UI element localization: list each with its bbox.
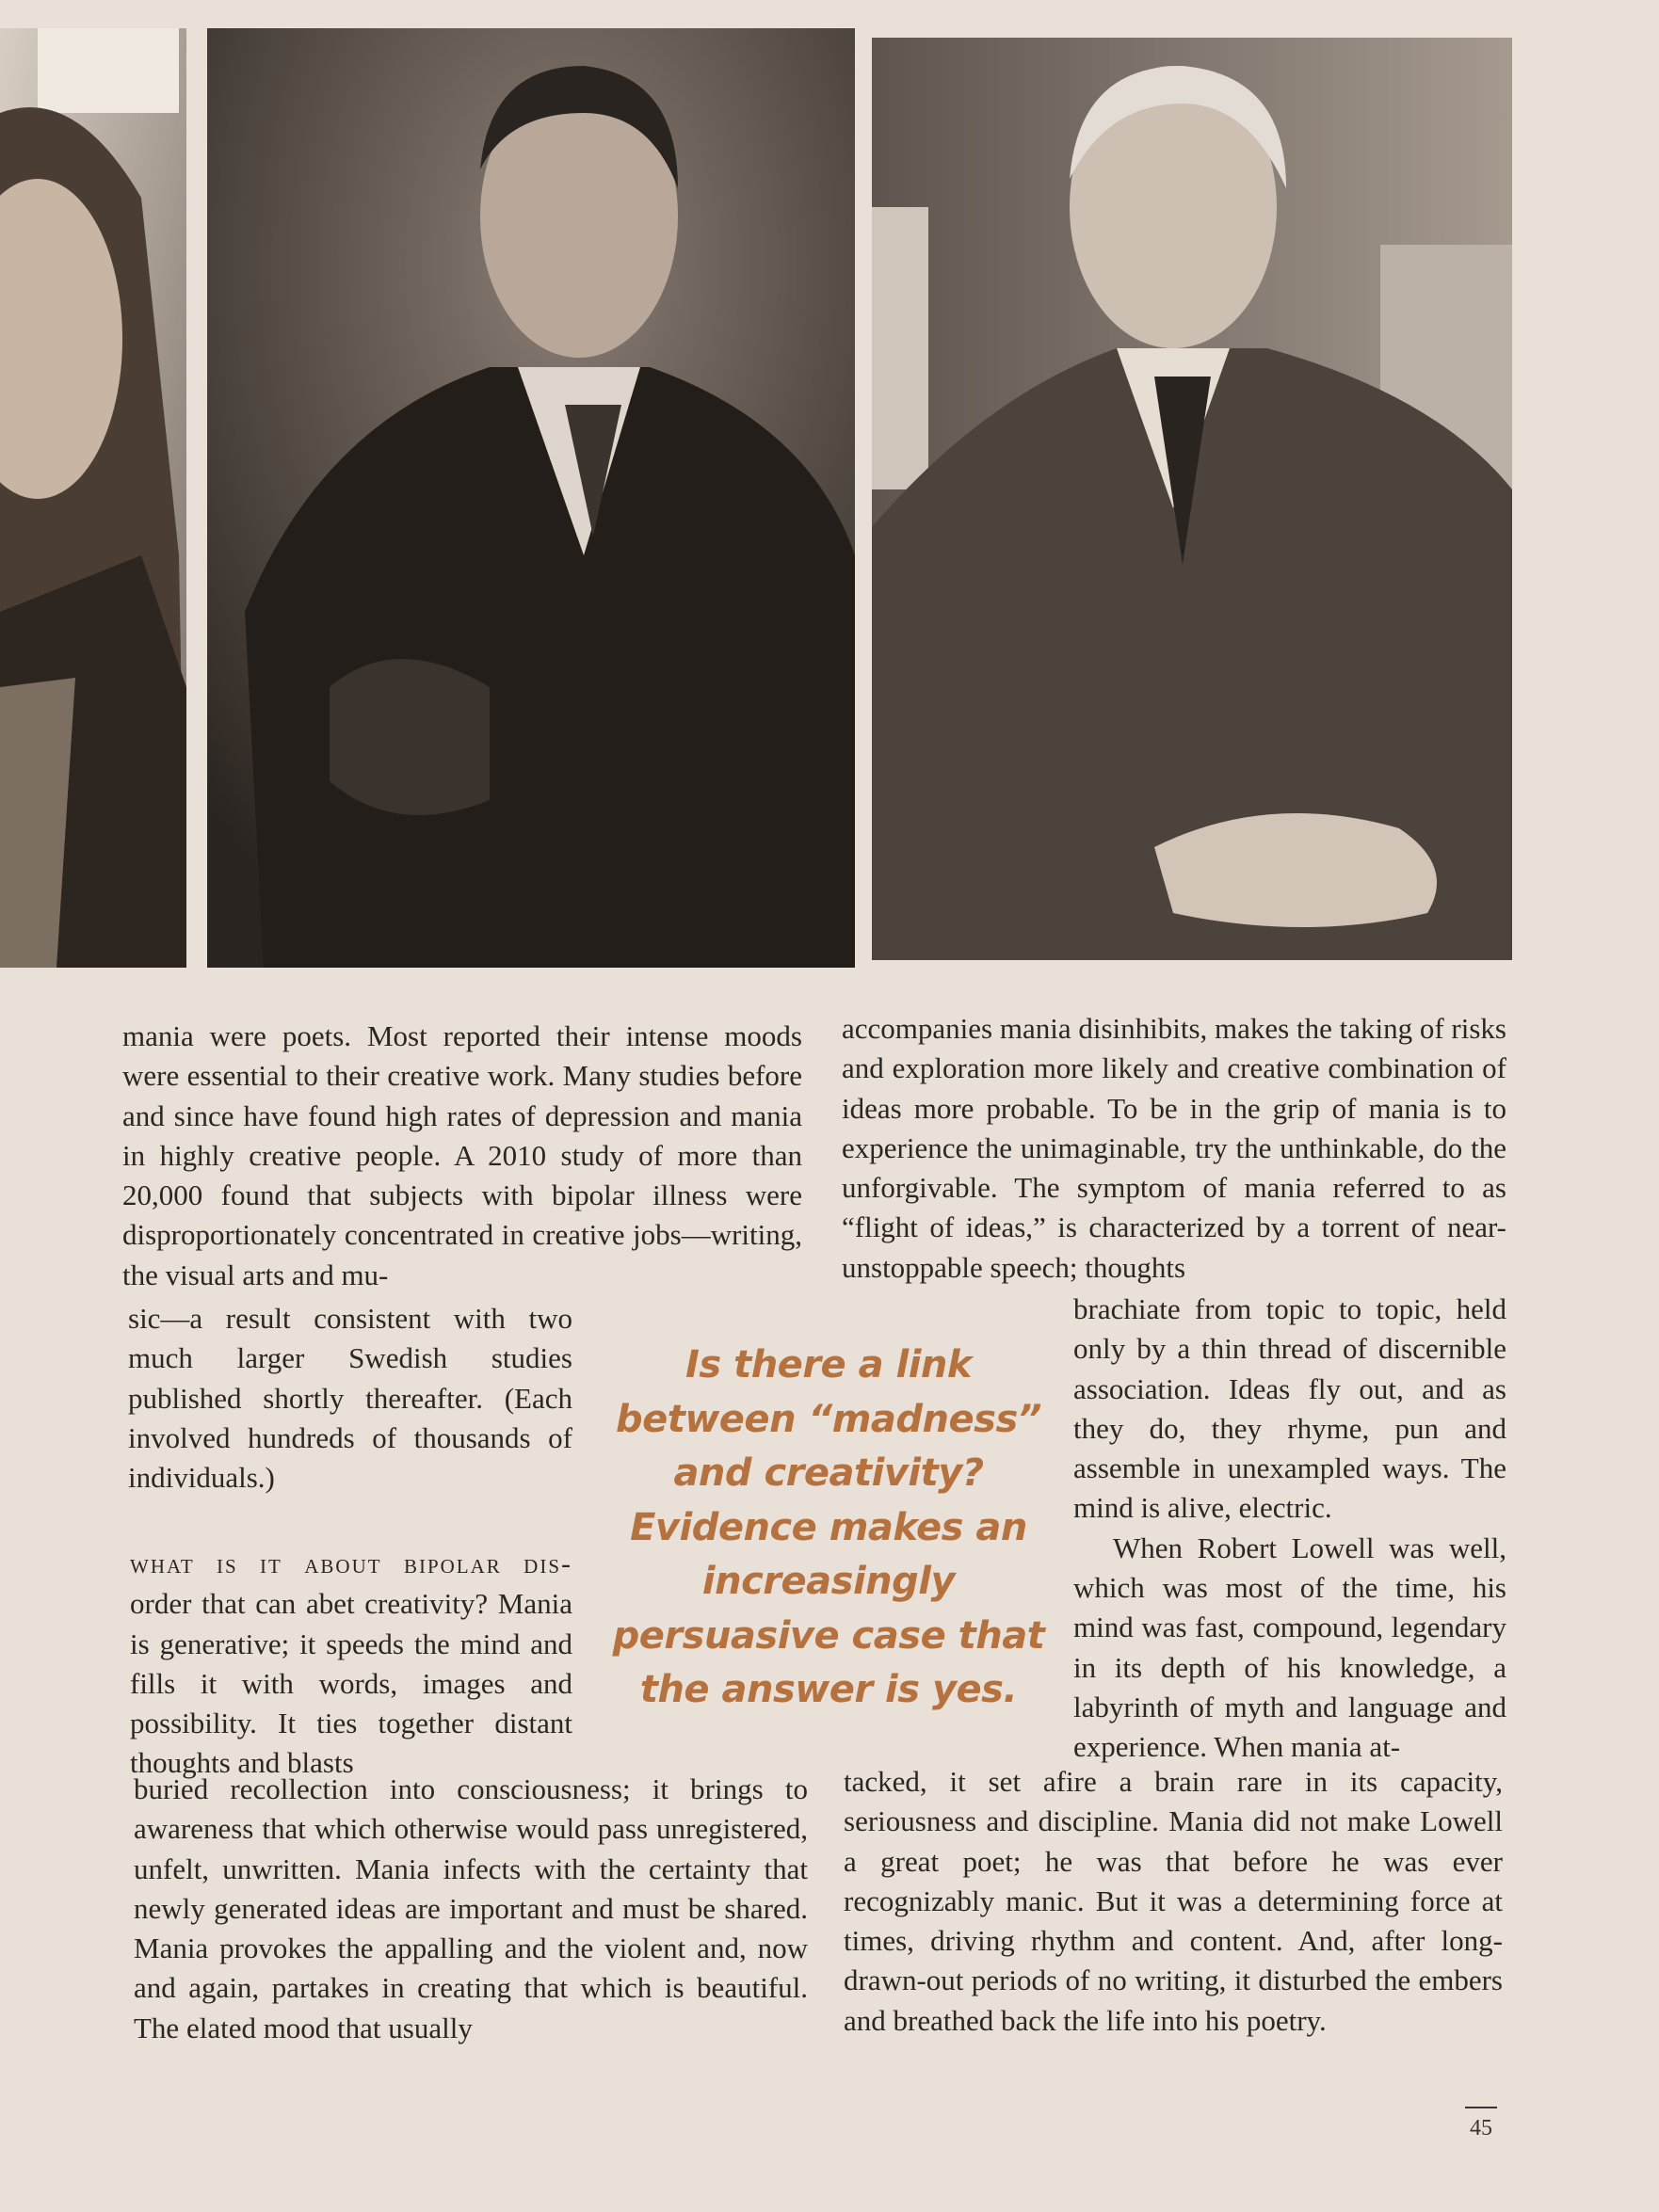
section-paragraph [130,1544,572,1784]
page-number: 45 [1465,2107,1497,2141]
column-2-bottom-paragraph [844,1762,1503,2041]
body-text: accompanies mania disinhibits, makes the taking of risks and exploration more likely and creative combination of ideas more probable. To be in the grip of mania is to experience the unimaginable, try the unthinkable, do the unforgivable. The symptom of mania referred to as “flight of ideas,” is characterized by a torrent of near-unstoppable speech; thoughts [842,1012,1506,1284]
body-text: brachiate from topic to topic, held only by a thin thread of discernible association. Ideas fly out, and as they do, they rhyme, pun and assemble in unexampled ways. The mind is alive, electric. [1073,1292,1506,1525]
body-text: tacked, it set afire a brain rare in its capacity, seriousness and discipline. Mania did not make Lowell a great poet; he was that before he was ever recognizably manic. But it was a determining force at times, driving rhythm and content. And, after long-drawn-out periods of no writing, it disturbed the embers and breathed back the life into his poetry. [844,1765,1503,2037]
column-1-narrow-paragraph [128,1299,572,1498]
column-1-top-paragraph [122,1017,802,1295]
body-text: mania were poets. Most reported their intense moods were essential to their creative work. Many studies before and since have found high rates of depression and mania in highly creative people. A 2010 study of more than 20,000 found that subjects with bipolar illness were disproportionately concentrated in creative jobs—writing, the visual arts and mu- [122,1019,802,1291]
section-lead-in: what is it about bipolar dis- [130,1548,572,1579]
column-1-section-start [130,1544,572,1784]
photo-right-portrait [872,38,1512,960]
body-text: buried recollection into consciousness; it brings to awareness that which otherwise would pass unregistered, unfelt, unwritten. Mania infects with the certainty that newly generated ideas are important and must be shared. Mania provokes the appalling and the violent and, now and again, partakes in creating that which is beautiful. The elated mood that usually [134,1772,808,2044]
body-text: When Robert Lowell was well, which was most of the time, his mind was fast, compound, legendary in its depth of his knowledge, a labyrinth of myth and language and experience. When mania at- [1073,1531,1506,1764]
column-2-narrow-paragraphs [1073,1290,1506,1768]
photo-middle-image [207,28,855,968]
photo-middle-portrait [207,28,855,968]
photo-left-image [0,28,186,968]
column-2-top-paragraph [842,1009,1506,1288]
body-text: order that can abet creativity? Mania is generative; it speeds the mind and fills it with words, images and possibility. It ties together distant thoughts and blasts [130,1587,572,1780]
photo-left-portrait [0,28,186,968]
body-text: sic—a result consistent with two much larger Swedish studies published shortly thereafter. (Each involved hundreds of thousands of individuals.) [128,1302,572,1495]
column-1-bottom-paragraph [134,1770,808,2048]
photo-right-image [872,38,1512,960]
pull-quote: Is there a link between “madness” and creativity? Evidence makes an increasingly persuasive case that the answer is yes. [612,1343,1045,1711]
